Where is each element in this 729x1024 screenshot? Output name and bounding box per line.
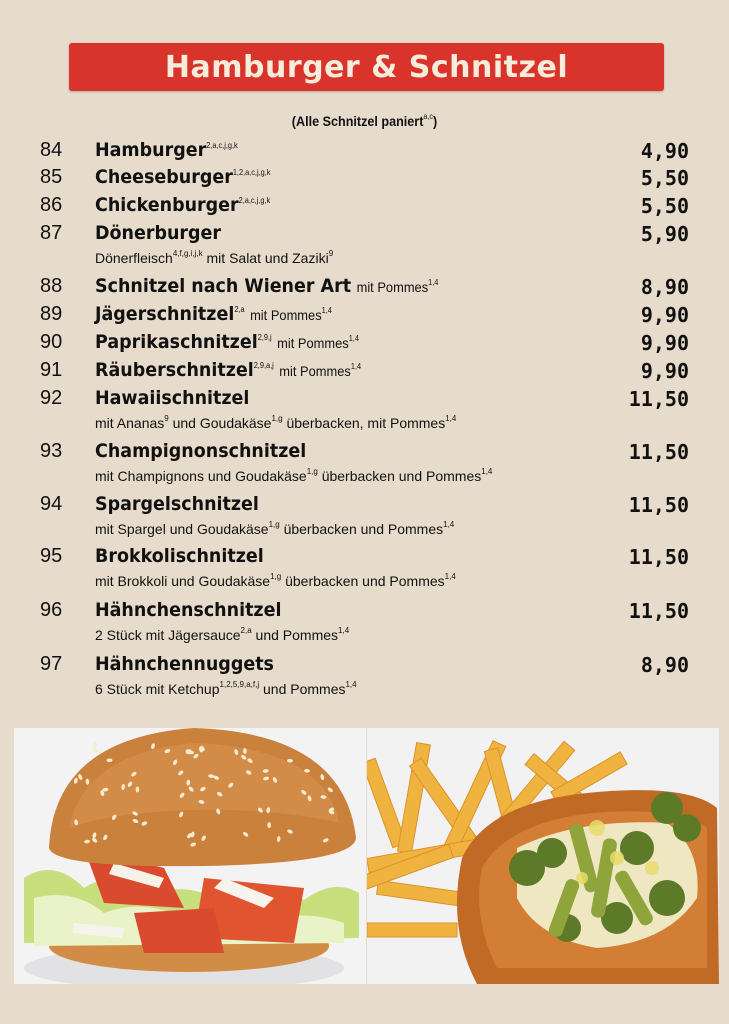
item-number: 92 <box>40 387 63 409</box>
item-name: Chickenburger$^{2,a,c,j,g,k}$ <box>95 194 271 216</box>
item-number: 97 <box>40 653 63 675</box>
item-price: 11,50 <box>628 599 689 623</box>
item-number: 94 <box>40 493 63 515</box>
item-name: Hähnchenschnitzel <box>95 599 282 621</box>
item-name: Hähnchennuggets <box>95 653 274 675</box>
item-inline-note: mit Pommes$^{1,4}$ <box>277 334 359 351</box>
page-title: Hamburger & Schnitzel <box>164 49 569 85</box>
schnitzel-photo <box>367 728 719 984</box>
item-price: 11,50 <box>628 493 689 517</box>
item-price: 11,50 <box>628 545 689 569</box>
item-price: 11,50 <box>628 440 689 464</box>
item-number: 85 <box>40 166 63 188</box>
item-name: Paprikaschnitzel$^{2,9,j}$ mit Pommes$^{1,4}$ <box>95 331 359 353</box>
item-number: 91 <box>40 359 63 381</box>
item-price: 4,90 <box>640 139 689 163</box>
item-name: Schnitzel nach Wiener Art mit Pommes$^{1,4}$ <box>95 275 439 297</box>
item-description: mit Ananas$^9$ und Goudakäse$^{1,g}$ überbacken, mit Pommes$^{1,4}$ <box>95 414 457 431</box>
item-inline-note: mit Pommes$^{1,4}$ <box>279 362 362 379</box>
item-description: 6 Stück mit Ketchup$^{1,2,5,9,a,f,j}$ und Pommes$^{1,4}$ <box>95 680 357 697</box>
item-price: 9,90 <box>640 331 689 355</box>
item-name: Champignonschnitzel <box>95 440 307 462</box>
item-number: 89 <box>40 303 63 325</box>
title-banner <box>69 43 664 91</box>
item-price: 5,50 <box>640 194 689 218</box>
item-name: Hamburger$^{2,a,c,j,g,k}$ <box>95 139 238 161</box>
item-name: Brokkolischnitzel <box>95 545 264 567</box>
item-name: Spargelschnitzel <box>95 493 259 515</box>
item-inline-note: mit Pommes$^{1,4}$ <box>250 306 332 323</box>
burger-photo <box>14 728 366 984</box>
item-price: 11,50 <box>628 387 689 411</box>
item-number: 84 <box>40 139 63 161</box>
item-price: 5,90 <box>640 222 689 246</box>
item-price: 9,90 <box>640 359 689 383</box>
item-description: mit Champignons und Goudakäse$^{1,g}$ überbacken und Pommes$^{1,4}$ <box>95 467 493 484</box>
item-price: 9,90 <box>640 303 689 327</box>
item-price: 5,50 <box>640 166 689 190</box>
item-name: Jägerschnitzel$^{2,a}$ mit Pommes$^{1,4}$ <box>95 303 332 325</box>
subtitle-note: (Alle Schnitzel paniert$^{a,c}$) <box>291 112 438 129</box>
item-description: Dönerfleisch$^{4,f,g,i,j,k}$ mit Salat und Zaziki$^9$ <box>95 249 334 266</box>
item-number: 88 <box>40 275 63 297</box>
item-price: 8,90 <box>640 653 689 677</box>
item-description: mit Spargel und Goudakäse$^{1,g}$ überbacken und Pommes$^{1,4}$ <box>95 520 455 537</box>
item-number: 86 <box>40 194 63 216</box>
item-inline-note: mit Pommes$^{1,4}$ <box>356 278 439 295</box>
item-name: Räuberschnitzel$^{2,9,a,j}$ mit Pommes$^{1,4}$ <box>95 359 362 381</box>
item-number: 95 <box>40 545 63 567</box>
item-price: 8,90 <box>640 275 689 299</box>
item-name: Cheeseburger$^{1,2,a,c,j,g,k}$ <box>95 166 271 188</box>
item-number: 93 <box>40 440 63 462</box>
item-name: Hawaiischnitzel <box>95 387 250 409</box>
item-number: 90 <box>40 331 63 353</box>
item-number: 87 <box>40 222 63 244</box>
item-description: 2 Stück mit Jägersauce$^{2,a}$ und Pommes$^{1,4}$ <box>95 626 350 643</box>
item-number: 96 <box>40 599 63 621</box>
item-description: mit Brokkoli und Goudakäse$^{1,g}$ überbacken und Pommes$^{1,4}$ <box>95 572 456 589</box>
item-name: Dönerburger <box>95 222 222 244</box>
